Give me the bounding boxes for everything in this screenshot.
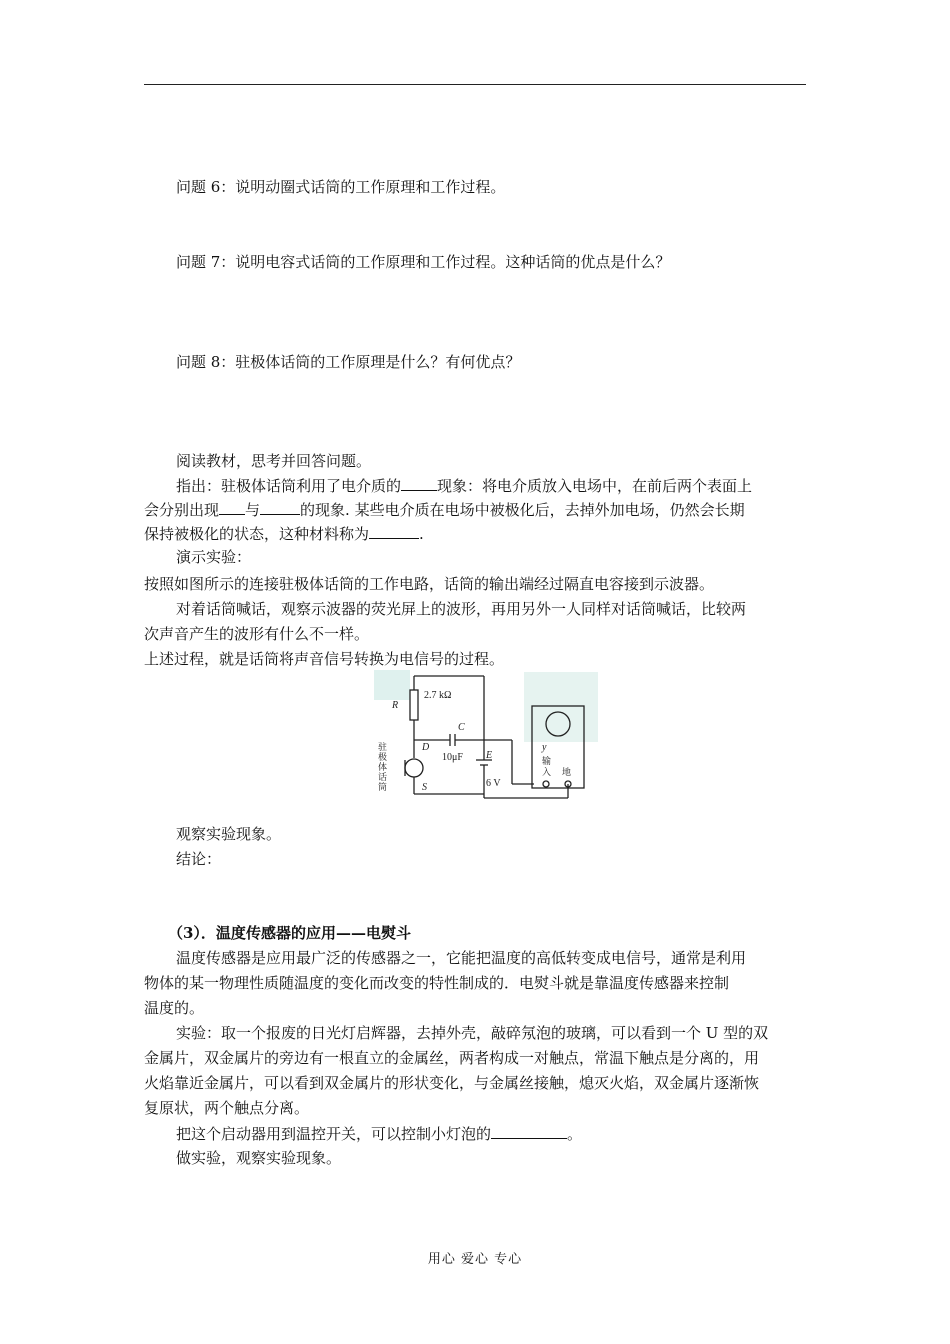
mic-source-label: S bbox=[422, 782, 427, 793]
capacitor-label: C bbox=[458, 722, 465, 733]
section-3-p2-line-1: 实验：取一个报废的日光灯启辉器，去掉外壳，敲碎氖泡的玻璃，可以看到一个 U 型的双 bbox=[176, 1024, 769, 1042]
battery-value: 6 V bbox=[486, 778, 501, 789]
demo-paragraph-1: 按照如图所示的连接驻极体话筒的工作电路，话筒的输出端经过隔直电容接到示波器。 bbox=[144, 575, 715, 593]
page-footer: 用心 爱心 专心 bbox=[427, 1252, 523, 1267]
mic-drain-label: D bbox=[422, 742, 430, 753]
battery-label: E bbox=[486, 750, 493, 761]
demo-paragraph-2-line-2: 次声音产生的波形有什么不一样。 bbox=[144, 625, 370, 643]
resistor-label: R bbox=[392, 700, 399, 711]
mic-label-char: 体 bbox=[378, 762, 388, 772]
section-3-p2-line-3: 火焰靠近金属片，可以看到双金属片的形状变化，与金属丝接触，熄灭火焰，双金属片逐渐恢 bbox=[144, 1074, 760, 1092]
resistor-value: 2.7 kΩ bbox=[424, 690, 452, 701]
answer-blank-5[interactable] bbox=[491, 1121, 567, 1139]
header-rule bbox=[144, 84, 806, 85]
mic-label-char: 驻 bbox=[378, 742, 388, 752]
section-3-heading: （3）．温度传感器的应用——电熨斗 bbox=[168, 924, 411, 942]
section-3-p3: 把这个启动器用到温控开关，可以控制小灯泡的 。 bbox=[144, 1121, 838, 1146]
demo-paragraph-3: 上述过程，就是话筒将声音信号转换为电信号的过程。 bbox=[144, 650, 505, 668]
section-3-p4: 做实验，观察实验现象。 bbox=[176, 1149, 342, 1167]
answer-blank-2[interactable] bbox=[219, 497, 245, 515]
section-3-p1-line-3: 温度的。 bbox=[144, 999, 205, 1017]
mic-label-char: 极 bbox=[378, 752, 388, 762]
question-7: 问题 7：说明电容式话筒的工作原理和工作过程。这种话筒的优点是什么？ bbox=[176, 253, 671, 271]
demo-title: 演示实验： bbox=[176, 548, 252, 566]
diagram-background-tint-right bbox=[524, 672, 598, 742]
oscilloscope-ground-label: 地 bbox=[562, 767, 572, 777]
oscilloscope-input-label-2: 入 bbox=[542, 767, 552, 777]
electret-mic-circuit-diagram bbox=[374, 670, 598, 806]
section-3-p1-line-1: 温度传感器是应用最广泛的传感器之一，它能把温度的高低转变成电信号，通常是利用 bbox=[176, 949, 747, 967]
oscilloscope-y-label: y bbox=[542, 742, 547, 753]
reading-paragraph-line-1: 指出：驻极体话筒利用了电介质的 现象：将电介质放入电场中，在前后两个表面上 bbox=[144, 473, 838, 498]
mic-label-char: 话 bbox=[378, 772, 388, 782]
section-3-p2-line-4: 复原状，两个触点分离。 bbox=[144, 1099, 310, 1117]
section-3-p1-line-2: 物体的某一物理性质随温度的变化而改变的特性制成的．电熨斗就是靠温度传感器来控制 bbox=[144, 974, 730, 992]
mic-label-char: 筒 bbox=[378, 782, 388, 792]
reading-paragraph-line-3: 保持被极化的状态，这种材料称为 . bbox=[144, 521, 806, 546]
reading-intro: 阅读教材，思考并回答问题。 bbox=[176, 452, 372, 470]
oscilloscope-input-label: 输 bbox=[542, 756, 552, 766]
capacitor-value: 10μF bbox=[442, 752, 463, 763]
question-6: 问题 6：说明动圈式话筒的工作原理和工作过程。 bbox=[176, 178, 506, 196]
demo-paragraph-2-line-1: 对着话筒喊话，观察示波器的荧光屏上的波形，再用另外一人同样对话筒喊话，比较两 bbox=[176, 600, 747, 618]
section-3-p2-line-2: 金属片，双金属片的旁边有一根直立的金属丝，两者构成一对触点，常温下触点是分离的，用 bbox=[144, 1049, 760, 1067]
question-8: 问题 8：驻极体话筒的工作原理是什么？有何优点？ bbox=[176, 353, 521, 371]
answer-blank-4[interactable] bbox=[369, 521, 419, 539]
reading-paragraph-line-2: 会分别出现 与 的现象. 某些电介质在电场中被极化后，去掉外加电场，仍然会长期 bbox=[144, 497, 806, 522]
observe-text: 观察实验现象。 bbox=[176, 825, 282, 843]
conclusion-label: 结论： bbox=[176, 850, 222, 868]
answer-blank-3[interactable] bbox=[260, 497, 300, 515]
diagram-background-tint bbox=[374, 670, 410, 700]
answer-blank-1[interactable] bbox=[401, 473, 437, 491]
